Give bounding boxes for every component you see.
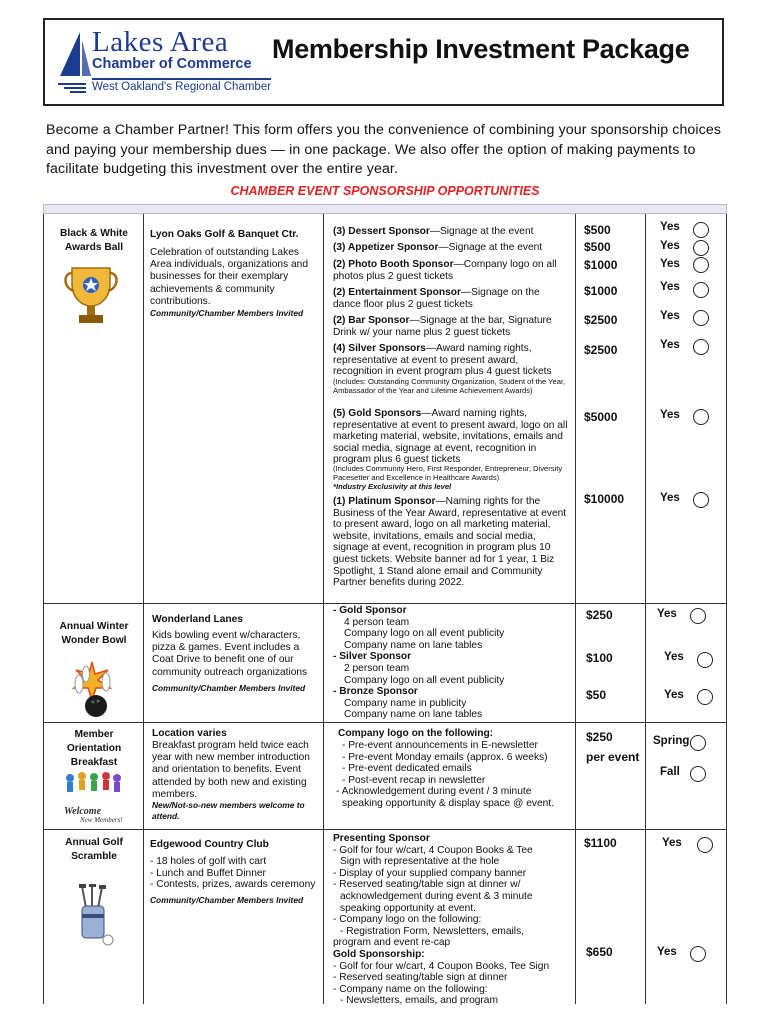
sponsor-level-desc: —Award naming rights, representative at event to present award, recognition in event program plus 4 guest tickets [333, 343, 552, 378]
choice-label: Yes [664, 651, 684, 663]
grid-line [43, 214, 44, 1004]
choice-label: Yes [660, 240, 680, 252]
sponsor-level-line: Company name in publicity [344, 697, 467, 709]
sponsor-level-line: speaking opportunity & display space @ event. [342, 797, 554, 809]
sponsor-price: $250 [586, 730, 613, 744]
sponsor-level-line: - Silver Sponsor [333, 651, 412, 663]
sponsor-level-line: - Golf for four w/cart, 4 Coupon Books & Tee [333, 844, 533, 856]
grid-line [726, 214, 727, 1004]
new-members-label: New Members! [80, 816, 123, 824]
sponsor-level-title: (3) Dessert Sponsor [333, 226, 430, 237]
sponsor-level-line: - Company logo on the following: [333, 914, 482, 926]
sponsor-level-fine-print: (Includes Community Hero, First Responder, Entrepreneur, Diversity Pacesetter and Excellence in Healthcare Awards) [333, 464, 563, 482]
bowling-icon [64, 660, 120, 718]
sponsor-radio[interactable] [690, 946, 706, 962]
table-top-bar [43, 204, 727, 214]
sponsor-radio[interactable] [690, 608, 706, 624]
event-venue: Wonderland Lanes [152, 614, 243, 625]
sponsor-radio[interactable] [697, 689, 713, 705]
sponsor-level-desc: —Signage on the dance floor plus 2 guest tickets [333, 287, 540, 310]
sponsor-radio[interactable] [697, 652, 713, 668]
sponsor-level [333, 259, 569, 282]
sponsor-level-title: (5) Gold Sponsors [333, 408, 422, 419]
event-name: Black & White Awards Ball [60, 228, 128, 253]
row-divider [43, 829, 727, 830]
sponsor-level-line: Company name on lane tables [344, 639, 483, 651]
sponsor-radio[interactable] [693, 282, 709, 298]
event-venue: Location varies [152, 728, 227, 739]
sponsor-level-title: (2) Photo Booth Sponsor [333, 259, 454, 270]
sponsor-level [333, 242, 569, 254]
sponsor-level-title: (4) Silver Sponsors [333, 343, 426, 354]
grid-line [143, 214, 144, 1004]
grid-line [323, 214, 324, 1004]
sponsor-levels-list [333, 605, 573, 721]
sponsor-price: $5000 [584, 410, 618, 424]
event-description: Kids bowling event w/characters, pizza & games. Event includes a Coat Drive to benefit one of our community outreach organizations [152, 630, 308, 678]
sponsor-level-line: program and event re-cap [333, 937, 451, 949]
sponsor-radio[interactable] [693, 492, 709, 508]
choice-label: Yes [660, 221, 680, 233]
logo-wave-lines-icon [58, 82, 88, 94]
fall-radio[interactable] [690, 766, 706, 782]
sponsor-levels-list [336, 740, 574, 810]
sponsor-level-line: Company logo on all event publicity [344, 674, 505, 686]
trophy-icon [62, 264, 120, 328]
sponsor-level [333, 343, 569, 378]
sponsor-price: $1000 [584, 258, 618, 272]
logo-line2: Chamber of Commerce [92, 56, 252, 72]
sponsor-radio[interactable] [693, 310, 709, 326]
sponsor-price: $650 [586, 945, 613, 959]
sponsor-price: $2500 [584, 313, 618, 327]
page-title: Membership Investment Package [272, 34, 690, 64]
sponsor-level-line: - Reserved seating/table sign at dinner [333, 972, 508, 984]
sponsor-radio[interactable] [693, 222, 709, 238]
golf-bag-icon [70, 884, 116, 946]
sponsor-level-line: - Pre-event announcements in E-newsletter [342, 740, 538, 751]
sponsor-level-line: 4 person team [344, 616, 410, 628]
choice-label: Spring [653, 735, 690, 747]
sponsor-price: $2500 [584, 343, 618, 357]
sponsor-level-title: (2) Entertainment Sponsor [333, 287, 461, 298]
sponsor-level-line: - Company name on the following: [333, 983, 488, 995]
sponsor-level-line: Sign with representative at the hole [340, 856, 500, 868]
sponsor-price-note: per event [586, 750, 640, 764]
event-description-line: - Lunch and Buffet Dinner [150, 867, 266, 879]
sponsor-level [333, 226, 569, 238]
sponsor-level-title: Presenting Sponsor [333, 833, 430, 844]
sponsor-radio[interactable] [693, 409, 709, 425]
event-venue: Edgewood Country Club [150, 839, 269, 850]
sponsor-level-line: 2 person team [344, 662, 410, 674]
choice-label: Yes [657, 608, 677, 620]
sponsor-level-line: speaking opportunity at event. [340, 902, 476, 914]
logo-line3: West Oakland's Regional Chamber [92, 78, 271, 93]
sponsor-price: $10000 [584, 492, 625, 506]
sponsor-level [333, 408, 569, 466]
sponsor-price: $100 [586, 651, 613, 665]
sponsor-level-title: (3) Appetizer Sponsor [333, 242, 439, 253]
sponsor-level-line: acknowledgement during event & 3 minute [340, 890, 533, 902]
welcome-label: Welcome [64, 806, 102, 817]
event-name: Annual Golf Scramble [65, 837, 123, 862]
grid-line [575, 214, 576, 1004]
sponsor-level-line: - Registration Form, Newsletters, emails, [340, 925, 524, 937]
sponsor-price: $250 [586, 608, 613, 622]
sponsor-level-desc: —Naming rights for the Business of the Year Award, representative at event to present award, logo on all marketing material, website, invitations, emails and social media, signage at event, recognition in program plus 10 guest tickets. Website banner ad for 1 year, 1 Biz Spotlight, 1 Stand alone email and Community Partner benefits during 2022. [333, 496, 567, 589]
row-divider [43, 603, 727, 604]
choice-label: Yes [664, 689, 684, 701]
event-description-line: - Contests, prizes, awards ceremony [150, 879, 316, 891]
sponsor-levels-list [333, 833, 573, 1007]
sponsor-level-desc: —Award naming rights, representative at event to present award, logo on all marketing material, website, invitations, emails and social media, signage at event, recognition in program plus 6 guest tickets [333, 408, 568, 466]
sponsor-level-line: - Bronze Sponsor [333, 686, 418, 698]
sponsor-level-line: Company logo on all event publicity [344, 628, 505, 640]
event-name: Annual Winter Wonder Bowl [59, 621, 129, 646]
choice-label: Yes [660, 258, 680, 270]
sponsor-level-title: (1) Platinum Sponsor [333, 496, 436, 507]
sponsor-level [333, 315, 569, 338]
section-title: CHAMBER EVENT SPONSORSHIP OPPORTUNITIES [230, 184, 540, 198]
sponsor-level-exclusivity: *Industry Exclusivity at this level [333, 482, 452, 491]
sponsor-level-desc: —Signage at the bar, Signature Drink w/ your name plus 2 guest tickets [333, 315, 552, 338]
sponsor-price: $50 [586, 688, 607, 702]
sponsor-level-line: - Newsletters, emails, and program [340, 995, 498, 1007]
sponsor-level-line: - Post-event recap in newsletter [342, 774, 486, 786]
choice-label: Yes [662, 837, 682, 849]
choice-label: Yes [660, 492, 680, 504]
choice-label: Yes [660, 310, 680, 322]
logo-line1: Lakes Area [92, 26, 229, 58]
event-description-line: - 18 holes of golf with cart [150, 856, 267, 867]
welcome-members-icon [60, 768, 126, 806]
sponsor-level-line: - Pre-event Monday emails (approx. 6 weeks) [342, 751, 548, 763]
sponsor-radio[interactable] [693, 339, 709, 355]
sponsor-radio[interactable] [693, 240, 709, 256]
event-audience-note: New/Not-so-new members welcome to attend. [152, 800, 305, 821]
intro-text: Become a Chamber Partner! This form offers you the convenience of combining your sponsorship choices and paying your membership dues — in one package. We also offer the option of making payments to facilitate budgeting this investment over the entire year. [46, 122, 722, 177]
sponsor-level-line: - Display of your supplied company banner [333, 867, 527, 879]
sponsor-level-line: - Acknowledgement during event / 3 minute [336, 786, 532, 798]
choice-label: Yes [657, 946, 677, 958]
event-venue: Lyon Oaks Golf & Banquet Ctr. [150, 229, 299, 240]
choice-label: Fall [660, 766, 680, 778]
sponsor-level-line: - Gold Sponsor [333, 605, 407, 616]
event-name: Member Orientation Breakfast [66, 729, 122, 768]
sponsor-level-title: (2) Bar Sponsor [333, 315, 410, 326]
sponsor-level-line: Company name on lane tables [344, 709, 483, 721]
sponsor-level-line: - Golf for four w/cart, 4 Coupon Books, Tee Sign [333, 960, 550, 972]
choice-label: Yes [660, 409, 680, 421]
sponsor-price: $1000 [584, 284, 618, 298]
sponsor-level [333, 287, 569, 310]
event-description [150, 856, 322, 891]
sponsor-price: $500 [584, 240, 611, 254]
choice-label: Yes [660, 281, 680, 293]
grid-line [645, 214, 646, 1004]
sponsor-level-desc: —Signage at the event [438, 242, 543, 253]
event-audience-note: Community/Chamber Members Invited [150, 308, 304, 318]
row-divider [43, 722, 727, 723]
event-audience-note: Community/Chamber Members Invited [150, 895, 304, 905]
sponsor-radio[interactable] [697, 837, 713, 853]
sailboat-logo-icon [58, 32, 92, 82]
sponsor-level-fine-print: (Includes: Outstanding Community Organization, Student of the Year, Ambassador of the Year and Lifetime Achievement Awards) [333, 377, 566, 395]
sponsor-level [333, 496, 569, 589]
spring-radio[interactable] [690, 735, 706, 751]
event-audience-note: Community/Chamber Members Invited [152, 683, 306, 693]
sponsor-level-line: - Reserved seating/table sign at dinner w/ [333, 879, 521, 891]
event-description: Breakfast program held twice each year with new member introduction and orientation to benefits. Event attended by both new and existing members. [152, 740, 310, 800]
event-description: Celebration of outstanding Lakes Area individuals, organizations and businesses for their exemplary achievements & community contributions. [150, 247, 309, 307]
sponsor-levels-title: Company logo on the following: [338, 728, 494, 739]
sponsor-level-desc: —Signage at the event [429, 226, 534, 237]
sponsor-radio[interactable] [693, 257, 709, 273]
sponsor-level-title: Gold Sponsorship: [333, 948, 425, 960]
sponsor-price: $1100 [584, 836, 617, 850]
sponsor-level-desc: —Company logo on all photos plus 2 guest tickets [333, 259, 557, 282]
sponsor-level-line: - Pre-event dedicated emails [342, 763, 472, 775]
choice-label: Yes [660, 339, 680, 351]
sponsor-price: $500 [584, 223, 611, 237]
